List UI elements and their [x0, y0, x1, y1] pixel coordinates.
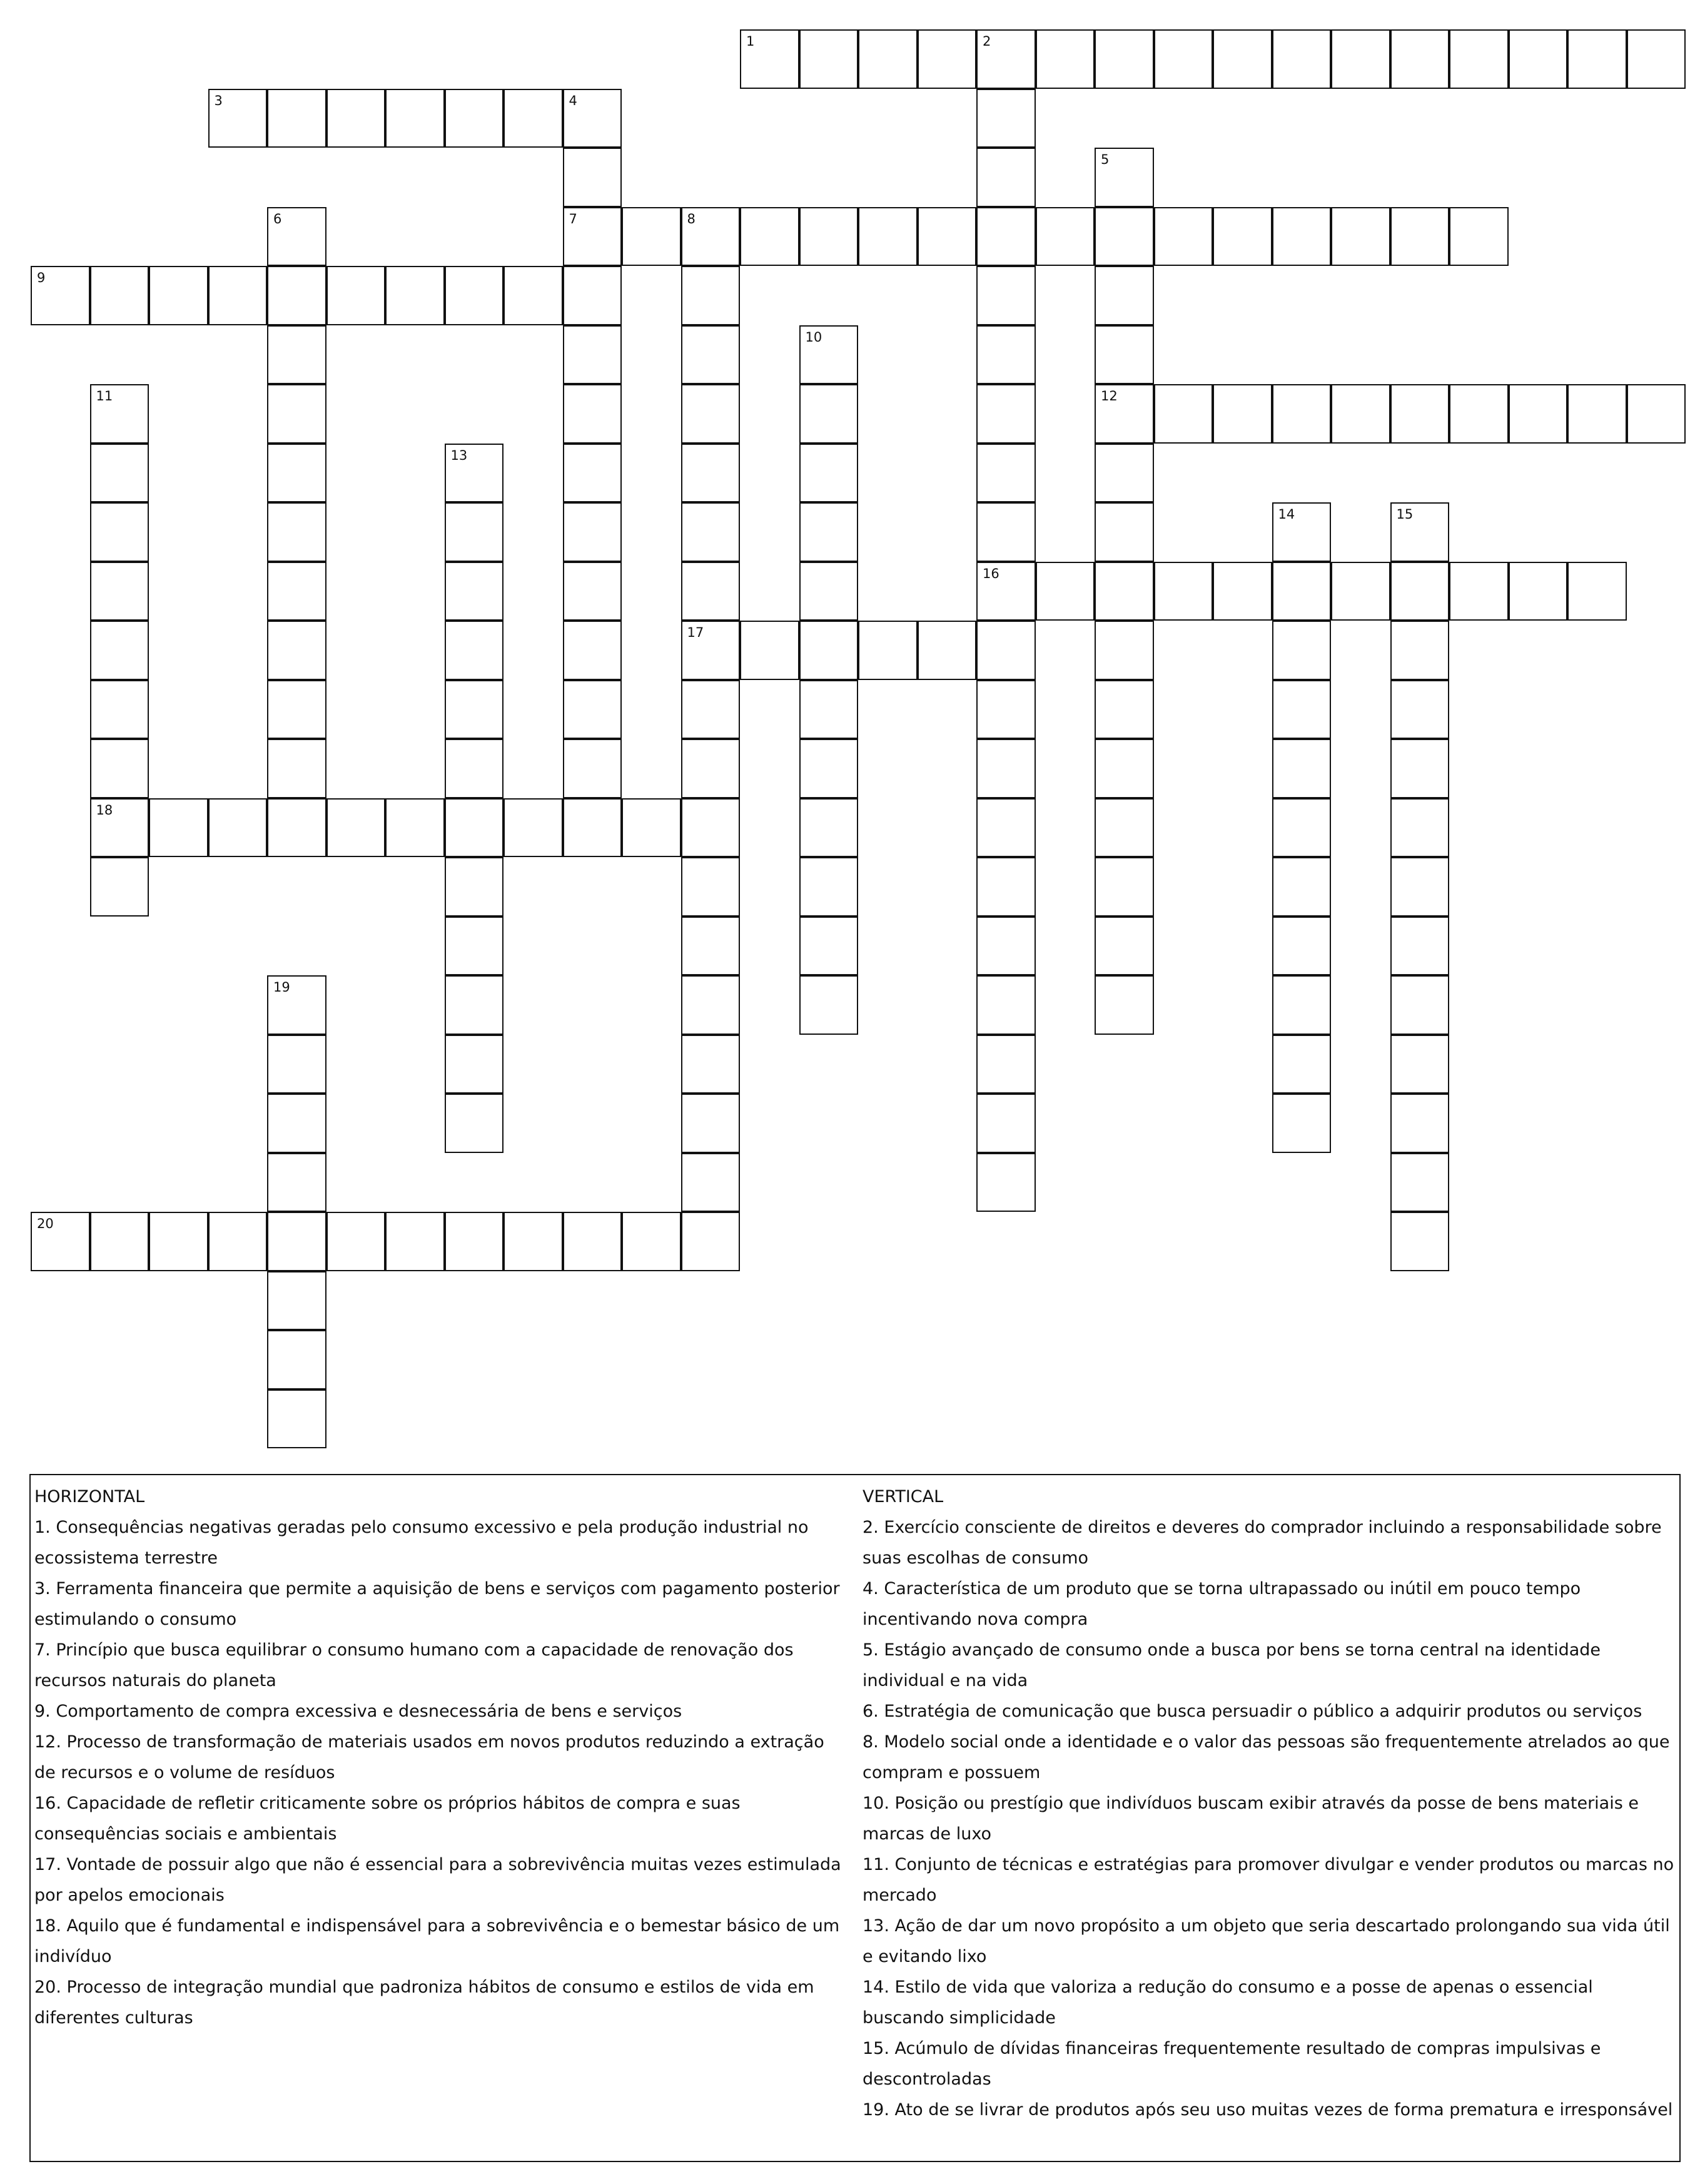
crossword-cell[interactable] — [740, 29, 799, 89]
crossword-cell[interactable] — [1095, 444, 1154, 503]
crossword-cell[interactable] — [503, 89, 563, 148]
crossword-cell[interactable] — [976, 325, 1036, 385]
crossword-cell[interactable] — [563, 562, 622, 621]
clue-horizontal: 1. Consequências negativas geradas pelo consumo excessivo e pela produção industrial no ecossistema terrestre — [34, 1518, 809, 1568]
crossword-cell[interactable] — [976, 444, 1036, 503]
clue-horizontal: 18. Aquilo que é fundamental e indispensável para a sobrevivência e o bemestar básico de um indivíduo — [34, 1916, 840, 1966]
crossword-cell[interactable] — [1095, 325, 1154, 385]
clue-horizontal: 9. Comportamento de compra excessiva e desnecessária de bens e serviços — [34, 1702, 682, 1721]
clue-vertical: 5. Estágio avançado de consumo onde a busca por bens se torna central na identidade individual e na vida — [863, 1640, 1601, 1690]
clue-vertical: 2. Exercício consciente de direitos e deveres do comprador incluindo a responsabilidade sobre suas escolhas de consumo — [863, 1518, 1662, 1568]
crossword-cell[interactable] — [267, 562, 326, 621]
crossword-cell[interactable] — [1272, 621, 1332, 680]
crossword-cell[interactable] — [1390, 29, 1450, 89]
crossword-cell[interactable] — [445, 1035, 504, 1094]
crossword-cell[interactable] — [563, 739, 622, 798]
clue-horizontal: 7. Princípio que busca equilibrar o consumo humano com a capacidade de renovação dos recursos naturais do planeta — [34, 1640, 794, 1690]
crossword-cell[interactable] — [445, 975, 504, 1035]
crossword-cell[interactable] — [563, 89, 622, 148]
crossword-cell[interactable] — [208, 798, 268, 858]
crossword-cell[interactable] — [681, 917, 741, 976]
crossword-cell[interactable] — [445, 857, 504, 917]
crossword-cell[interactable] — [976, 29, 1036, 89]
crossword-cell[interactable] — [267, 1271, 326, 1331]
crossword-cell[interactable] — [1449, 384, 1509, 444]
clue-vertical: 4. Característica de um produto que se torna ultrapassado ou inútil em pouco tempo incentivando nova compra — [863, 1579, 1581, 1629]
crossword-cell[interactable] — [563, 148, 622, 207]
crossword-cell[interactable] — [1095, 29, 1154, 89]
crossword-cell[interactable] — [445, 917, 504, 976]
crossword-cell[interactable] — [1390, 621, 1450, 680]
crossword-cell[interactable] — [1390, 502, 1450, 562]
crossword-cell[interactable] — [1095, 384, 1154, 444]
clue-vertical: 10. Posição ou prestígio que indivíduos buscam exibir através da posse de bens materiais e marcas de luxo — [863, 1794, 1639, 1844]
crossword-cell[interactable] — [503, 798, 563, 858]
crossword-cell[interactable] — [149, 1212, 208, 1271]
crossword-cell[interactable] — [1036, 29, 1095, 89]
crossword-cell[interactable] — [208, 89, 268, 148]
crossword-cell[interactable] — [976, 798, 1036, 858]
crossword-cell[interactable] — [976, 1035, 1036, 1094]
crossword-cell[interactable] — [1627, 384, 1686, 444]
crossword-cell[interactable] — [681, 384, 741, 444]
crossword-cell[interactable] — [622, 798, 681, 858]
crossword-cell[interactable] — [1095, 502, 1154, 562]
crossword-cell[interactable] — [326, 89, 386, 148]
crossword-cell[interactable] — [326, 798, 386, 858]
crossword-cell[interactable] — [1213, 29, 1272, 89]
clue-number: 13 — [450, 447, 468, 463]
crossword-cell[interactable] — [267, 502, 326, 562]
crossword-cell[interactable] — [976, 739, 1036, 798]
crossword-cell[interactable] — [799, 680, 859, 739]
clue-horizontal: 12. Processo de transformação de materiais usados em novos produtos reduzindo a extração de recursos e o volume de resíduos — [34, 1732, 824, 1782]
crossword-cell[interactable] — [681, 798, 741, 858]
crossword-cell[interactable] — [1449, 562, 1509, 621]
crossword-cell[interactable] — [976, 266, 1036, 325]
clue-number: 7 — [569, 211, 577, 226]
crossword-cell[interactable] — [799, 207, 859, 267]
crossword-cell[interactable] — [267, 1330, 326, 1389]
crossword-cell[interactable] — [1272, 384, 1332, 444]
crossword-cell[interactable] — [445, 266, 504, 325]
crossword-cell[interactable] — [149, 266, 208, 325]
crossword-cell[interactable] — [976, 1153, 1036, 1212]
crossword-cell[interactable] — [1036, 562, 1095, 621]
crossword-cell[interactable] — [622, 207, 681, 267]
crossword-cell[interactable] — [976, 1094, 1036, 1153]
crossword-cell[interactable] — [1095, 148, 1154, 207]
crossword-cell[interactable] — [267, 1094, 326, 1153]
clue-horizontal: 3. Ferramenta financeira que permite a aquisição de bens e serviços com pagamento posterior estimulando o consumo — [34, 1579, 840, 1629]
crossword-cell[interactable] — [1095, 857, 1154, 917]
clue-vertical: 11. Conjunto de técnicas e estratégias para promover divulgar e vender produtos ou marcas no mercado — [863, 1855, 1674, 1905]
clue-number: 1 — [746, 34, 755, 49]
crossword-cell[interactable] — [681, 680, 741, 739]
clue-number: 15 — [1396, 507, 1414, 522]
crossword-cell[interactable] — [90, 857, 149, 917]
crossword-cell[interactable] — [1390, 384, 1450, 444]
crossword-cell[interactable] — [681, 739, 741, 798]
clue-number: 16 — [983, 566, 999, 581]
crossword-cell[interactable] — [503, 266, 563, 325]
crossword-cell[interactable] — [681, 857, 741, 917]
clue-number: 17 — [687, 625, 704, 640]
crossword-cell[interactable] — [1272, 562, 1332, 621]
crossword-cell[interactable] — [681, 621, 741, 680]
crossword-cell[interactable] — [1390, 1094, 1450, 1153]
crossword-cell[interactable] — [1272, 1094, 1332, 1153]
clue-number: 14 — [1278, 507, 1295, 522]
crossword-cell[interactable] — [445, 444, 504, 503]
crossword-cell[interactable] — [976, 384, 1036, 444]
crossword-cell[interactable] — [1272, 917, 1332, 976]
crossword-cell[interactable] — [681, 1212, 741, 1271]
crossword-cell[interactable] — [918, 621, 977, 680]
crossword-cell[interactable] — [1449, 207, 1509, 267]
crossword-cell[interactable] — [90, 444, 149, 503]
clue-vertical: 15. Acúmulo de dívidas financeiras frequentemente resultado de compras impulsivas e descontroladas — [863, 2039, 1601, 2089]
crossword-cell[interactable] — [385, 266, 445, 325]
crossword-cell[interactable] — [976, 562, 1036, 621]
crossword-cell[interactable] — [149, 798, 208, 858]
crossword-cell[interactable] — [90, 266, 149, 325]
crossword-cell[interactable] — [799, 29, 859, 89]
clue-number: 3 — [214, 93, 223, 108]
clue-number: 20 — [37, 1216, 54, 1231]
crossword-cell[interactable] — [90, 384, 149, 444]
clue-vertical: 14. Estilo de vida que valoriza a redução do consumo e a posse de apenas o essencial buscando simplicidade — [863, 1978, 1593, 2028]
crossword-cell[interactable] — [267, 680, 326, 739]
clue-vertical: 13. Ação de dar um novo propósito a um objeto que seria descartado prolongando sua vida útil e evitando lixo — [863, 1916, 1670, 1966]
crossword-cell[interactable] — [799, 384, 859, 444]
crossword-cell[interactable] — [90, 680, 149, 739]
crossword-cell[interactable] — [681, 444, 741, 503]
crossword-cell[interactable] — [1272, 975, 1332, 1035]
crossword-cell[interactable] — [563, 621, 622, 680]
crossword-cell[interactable] — [858, 29, 918, 89]
crossword-cell[interactable] — [1331, 29, 1390, 89]
crossword-cell[interactable] — [1272, 798, 1332, 858]
crossword-cell[interactable] — [1331, 384, 1390, 444]
crossword-cell[interactable] — [267, 975, 326, 1035]
clue-number: 6 — [273, 211, 282, 226]
crossword-cell[interactable] — [445, 621, 504, 680]
crossword-cell[interactable] — [267, 89, 326, 148]
crossword-cell[interactable] — [1509, 562, 1568, 621]
clue-horizontal: 20. Processo de integração mundial que padroniza hábitos de consumo e estilos de vida em diferentes culturas — [34, 1978, 814, 2028]
clue-number: 4 — [569, 93, 577, 108]
crossword-cell[interactable] — [1390, 1035, 1450, 1094]
crossword-cell[interactable] — [1154, 207, 1213, 267]
crossword-cell[interactable] — [1390, 1212, 1450, 1271]
crossword-cell[interactable] — [267, 444, 326, 503]
crossword-cell[interactable] — [445, 562, 504, 621]
crossword-cell[interactable] — [1272, 502, 1332, 562]
crossword-cell[interactable] — [1627, 29, 1686, 89]
crossword-cell[interactable] — [1390, 798, 1450, 858]
crossword-cell[interactable] — [563, 798, 622, 858]
crossword-cell[interactable] — [1390, 917, 1450, 976]
crossword-cell[interactable] — [918, 29, 977, 89]
crossword-cell[interactable] — [90, 1212, 149, 1271]
crossword-cell[interactable] — [267, 266, 326, 325]
crossword-cell[interactable] — [1154, 562, 1213, 621]
crossword-cell[interactable] — [90, 502, 149, 562]
crossword-cell[interactable] — [1567, 384, 1627, 444]
crossword-cell[interactable] — [1390, 562, 1450, 621]
crossword-cell[interactable] — [208, 266, 268, 325]
crossword-cell[interactable] — [1036, 207, 1095, 267]
crossword-cell[interactable] — [681, 975, 741, 1035]
clue-vertical: 8. Modelo social onde a identidade e o valor das pessoas são frequentemente atrelados ao que compram e possuem — [863, 1732, 1670, 1782]
crossword-cell[interactable] — [799, 798, 859, 858]
clue-number: 10 — [805, 329, 822, 345]
crossword-cell[interactable] — [90, 562, 149, 621]
crossword-cell[interactable] — [445, 739, 504, 798]
crossword-cell[interactable] — [267, 1153, 326, 1212]
crossword-cell[interactable] — [1272, 739, 1332, 798]
crossword-cell[interactable] — [445, 502, 504, 562]
crossword-cell[interactable] — [976, 207, 1036, 267]
crossword-cell[interactable] — [267, 325, 326, 385]
clue-number: 12 — [1101, 389, 1118, 404]
crossword-cell[interactable] — [445, 1212, 504, 1271]
crossword-cell[interactable] — [563, 384, 622, 444]
crossword-cell[interactable] — [1213, 562, 1272, 621]
crossword-cell[interactable] — [1449, 29, 1509, 89]
crossword-cell[interactable] — [681, 266, 741, 325]
crossword-cell[interactable] — [681, 207, 741, 267]
crossword-cell[interactable] — [976, 917, 1036, 976]
crossword-cell[interactable] — [1095, 917, 1154, 976]
crossword-cell[interactable] — [976, 975, 1036, 1035]
crossword-cell[interactable] — [445, 89, 504, 148]
crossword-cell[interactable] — [1390, 1153, 1450, 1212]
crossword-cell[interactable] — [858, 621, 918, 680]
crossword-cell[interactable] — [1390, 680, 1450, 739]
crossword-cell[interactable] — [622, 1212, 681, 1271]
crossword-cell[interactable] — [563, 266, 622, 325]
crossword-cell[interactable] — [1331, 207, 1390, 267]
crossword-cell[interactable] — [1509, 29, 1568, 89]
crossword-cell[interactable] — [267, 1035, 326, 1094]
crossword-cell[interactable] — [267, 384, 326, 444]
clue-number: 2 — [983, 34, 991, 49]
crossword-cell[interactable] — [976, 148, 1036, 207]
crossword-cell[interactable] — [1095, 798, 1154, 858]
clue-number: 11 — [96, 389, 113, 404]
crossword-cell[interactable] — [799, 562, 859, 621]
crossword-cell[interactable] — [1213, 207, 1272, 267]
crossword-cell[interactable] — [1272, 680, 1332, 739]
crossword-cell[interactable] — [976, 502, 1036, 562]
crossword-cell[interactable] — [681, 1153, 741, 1212]
horizontal-heading: HORIZONTAL — [34, 1487, 145, 1506]
clue-vertical: 19. Ato de se livrar de produtos após seu uso muitas vezes de forma prematura e irresponsável — [863, 2100, 1673, 2120]
crossword-cell[interactable] — [267, 621, 326, 680]
crossword-cell[interactable] — [740, 621, 799, 680]
crossword-cell[interactable] — [1272, 1035, 1332, 1094]
crossword-cell[interactable] — [1272, 207, 1332, 267]
crossword-cell[interactable] — [267, 1212, 326, 1271]
crossword-cell[interactable] — [1154, 384, 1213, 444]
clue-number: 19 — [273, 980, 290, 995]
clue-number: 9 — [37, 270, 46, 285]
crossword-cell[interactable] — [267, 207, 326, 267]
crossword-cell[interactable] — [1390, 739, 1450, 798]
crossword-cell[interactable] — [1509, 384, 1568, 444]
crossword-cell[interactable] — [799, 502, 859, 562]
crossword-cell[interactable] — [976, 857, 1036, 917]
clue-horizontal: 16. Capacidade de refletir criticamente sobre os próprios hábitos de compra e suas consequências sociais e ambientais — [34, 1794, 741, 1844]
crossword-cell[interactable] — [445, 1094, 504, 1153]
crossword-cell[interactable] — [90, 798, 149, 858]
crossword-cell[interactable] — [799, 739, 859, 798]
crossword-cell[interactable] — [976, 89, 1036, 148]
crossword-cell[interactable] — [563, 680, 622, 739]
crossword-cell[interactable] — [1154, 29, 1213, 89]
crossword-cell[interactable] — [681, 502, 741, 562]
crossword-cell[interactable] — [563, 444, 622, 503]
vertical-clues-column — [863, 1481, 1676, 2125]
crossword-cell[interactable] — [740, 207, 799, 267]
crossword-cell[interactable] — [858, 207, 918, 267]
clues-box — [29, 1474, 1681, 2162]
crossword-cell[interactable] — [681, 562, 741, 621]
crossword-cell[interactable] — [563, 502, 622, 562]
crossword-cell[interactable] — [445, 798, 504, 858]
crossword-cell[interactable] — [503, 1212, 563, 1271]
crossword-cell[interactable] — [1567, 29, 1627, 89]
crossword-cell[interactable] — [1390, 975, 1450, 1035]
crossword-cell[interactable] — [31, 1212, 90, 1271]
crossword-cell[interactable] — [326, 1212, 386, 1271]
clue-number: 18 — [96, 802, 113, 818]
crossword-cell[interactable] — [208, 1212, 268, 1271]
crossword-cell[interactable] — [326, 266, 386, 325]
crossword-cell[interactable] — [563, 325, 622, 385]
crossword-cell[interactable] — [267, 1389, 326, 1449]
crossword-cell[interactable] — [1213, 384, 1272, 444]
horizontal-clues-column — [34, 1481, 847, 2033]
crossword-cell[interactable] — [445, 680, 504, 739]
crossword-cell[interactable] — [1272, 857, 1332, 917]
crossword-cell[interactable] — [1567, 562, 1627, 621]
clue-vertical: 6. Estratégia de comunicação que busca persuadir o público a adquirir produtos ou serviços — [863, 1702, 1642, 1721]
crossword-cell[interactable] — [267, 739, 326, 798]
crossword-cell[interactable] — [563, 1212, 622, 1271]
crossword-cell[interactable] — [799, 917, 859, 976]
crossword-cell[interactable] — [681, 1094, 741, 1153]
crossword-cell[interactable] — [563, 207, 622, 267]
clue-number: 5 — [1101, 152, 1110, 167]
crossword-cell[interactable] — [976, 621, 1036, 680]
clue-number: 8 — [687, 211, 696, 226]
clue-horizontal: 17. Vontade de possuir algo que não é essencial para a sobrevivência muitas vezes estimulada por apelos emocionais — [34, 1855, 841, 1905]
crossword-cell[interactable] — [385, 798, 445, 858]
crossword-cell[interactable] — [799, 444, 859, 503]
crossword-cell[interactable] — [90, 621, 149, 680]
crossword-cell[interactable] — [1390, 857, 1450, 917]
crossword-cell[interactable] — [1331, 562, 1390, 621]
crossword-cell[interactable] — [1095, 975, 1154, 1035]
crossword-cell[interactable] — [918, 207, 977, 267]
crossword-cell[interactable] — [799, 857, 859, 917]
crossword-cell[interactable] — [1095, 680, 1154, 739]
crossword-cell[interactable] — [385, 89, 445, 148]
crossword-cell[interactable] — [799, 975, 859, 1035]
crossword-cell[interactable] — [90, 739, 149, 798]
vertical-heading: VERTICAL — [863, 1487, 944, 1506]
crossword-cell[interactable] — [1095, 266, 1154, 325]
crossword-cell[interactable] — [681, 1035, 741, 1094]
crossword-cell[interactable] — [1095, 621, 1154, 680]
crossword-cell[interactable] — [1095, 562, 1154, 621]
crossword-cell[interactable] — [976, 680, 1036, 739]
crossword-cell[interactable] — [799, 325, 859, 385]
crossword-cell[interactable] — [385, 1212, 445, 1271]
crossword-cell[interactable] — [1095, 207, 1154, 267]
crossword-cell[interactable] — [799, 621, 859, 680]
crossword-cell[interactable] — [267, 798, 326, 858]
crossword-cell[interactable] — [1390, 207, 1450, 267]
crossword-cell[interactable] — [1095, 739, 1154, 798]
crossword-cell[interactable] — [1272, 29, 1332, 89]
crossword-cell[interactable] — [681, 325, 741, 385]
crossword-cell[interactable] — [31, 266, 90, 325]
